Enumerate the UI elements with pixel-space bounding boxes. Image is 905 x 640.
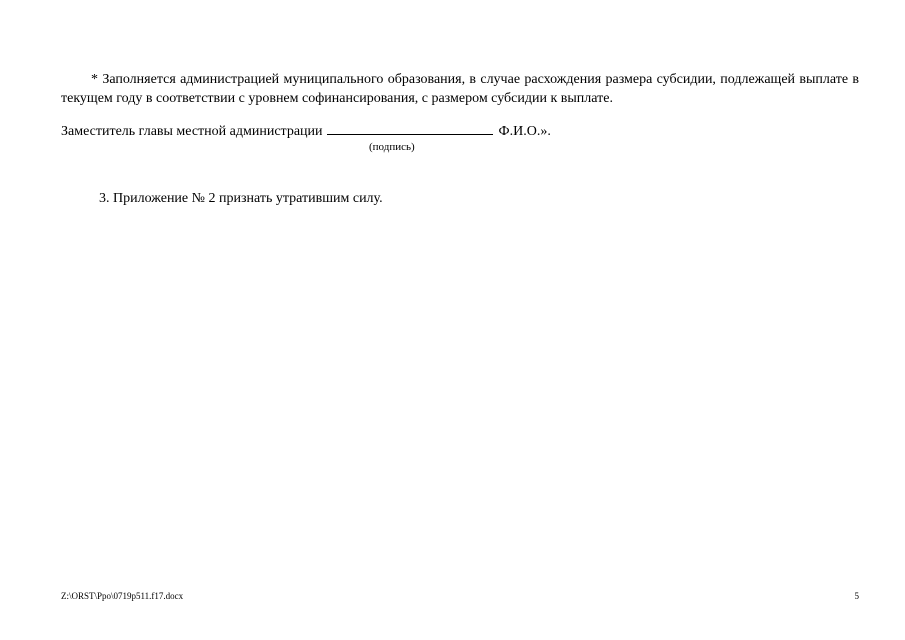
footer-file-path: Z:\ORST\Ppo\0719p511.f17.docx <box>61 591 184 601</box>
signature-line <box>61 122 551 141</box>
footnote-text: * Заполняется администрацией муниципального образования, в случае расхождения размера субсидии, подлежащей выплате в текущем году в соответствии с уровнем софинансирования, с размером субсидии к выплате. <box>61 72 859 106</box>
item-3-text: 3. Приложение № 2 признать утратившим силу. <box>99 191 383 206</box>
signature-name-placeholder: Ф.И.О.». <box>498 124 551 139</box>
signature-position: Заместитель главы местной администрации <box>61 124 323 139</box>
signature-blank-line <box>327 122 493 135</box>
signature-caption: (подпись) <box>369 141 415 153</box>
footer-page-number: 5 <box>854 591 859 601</box>
